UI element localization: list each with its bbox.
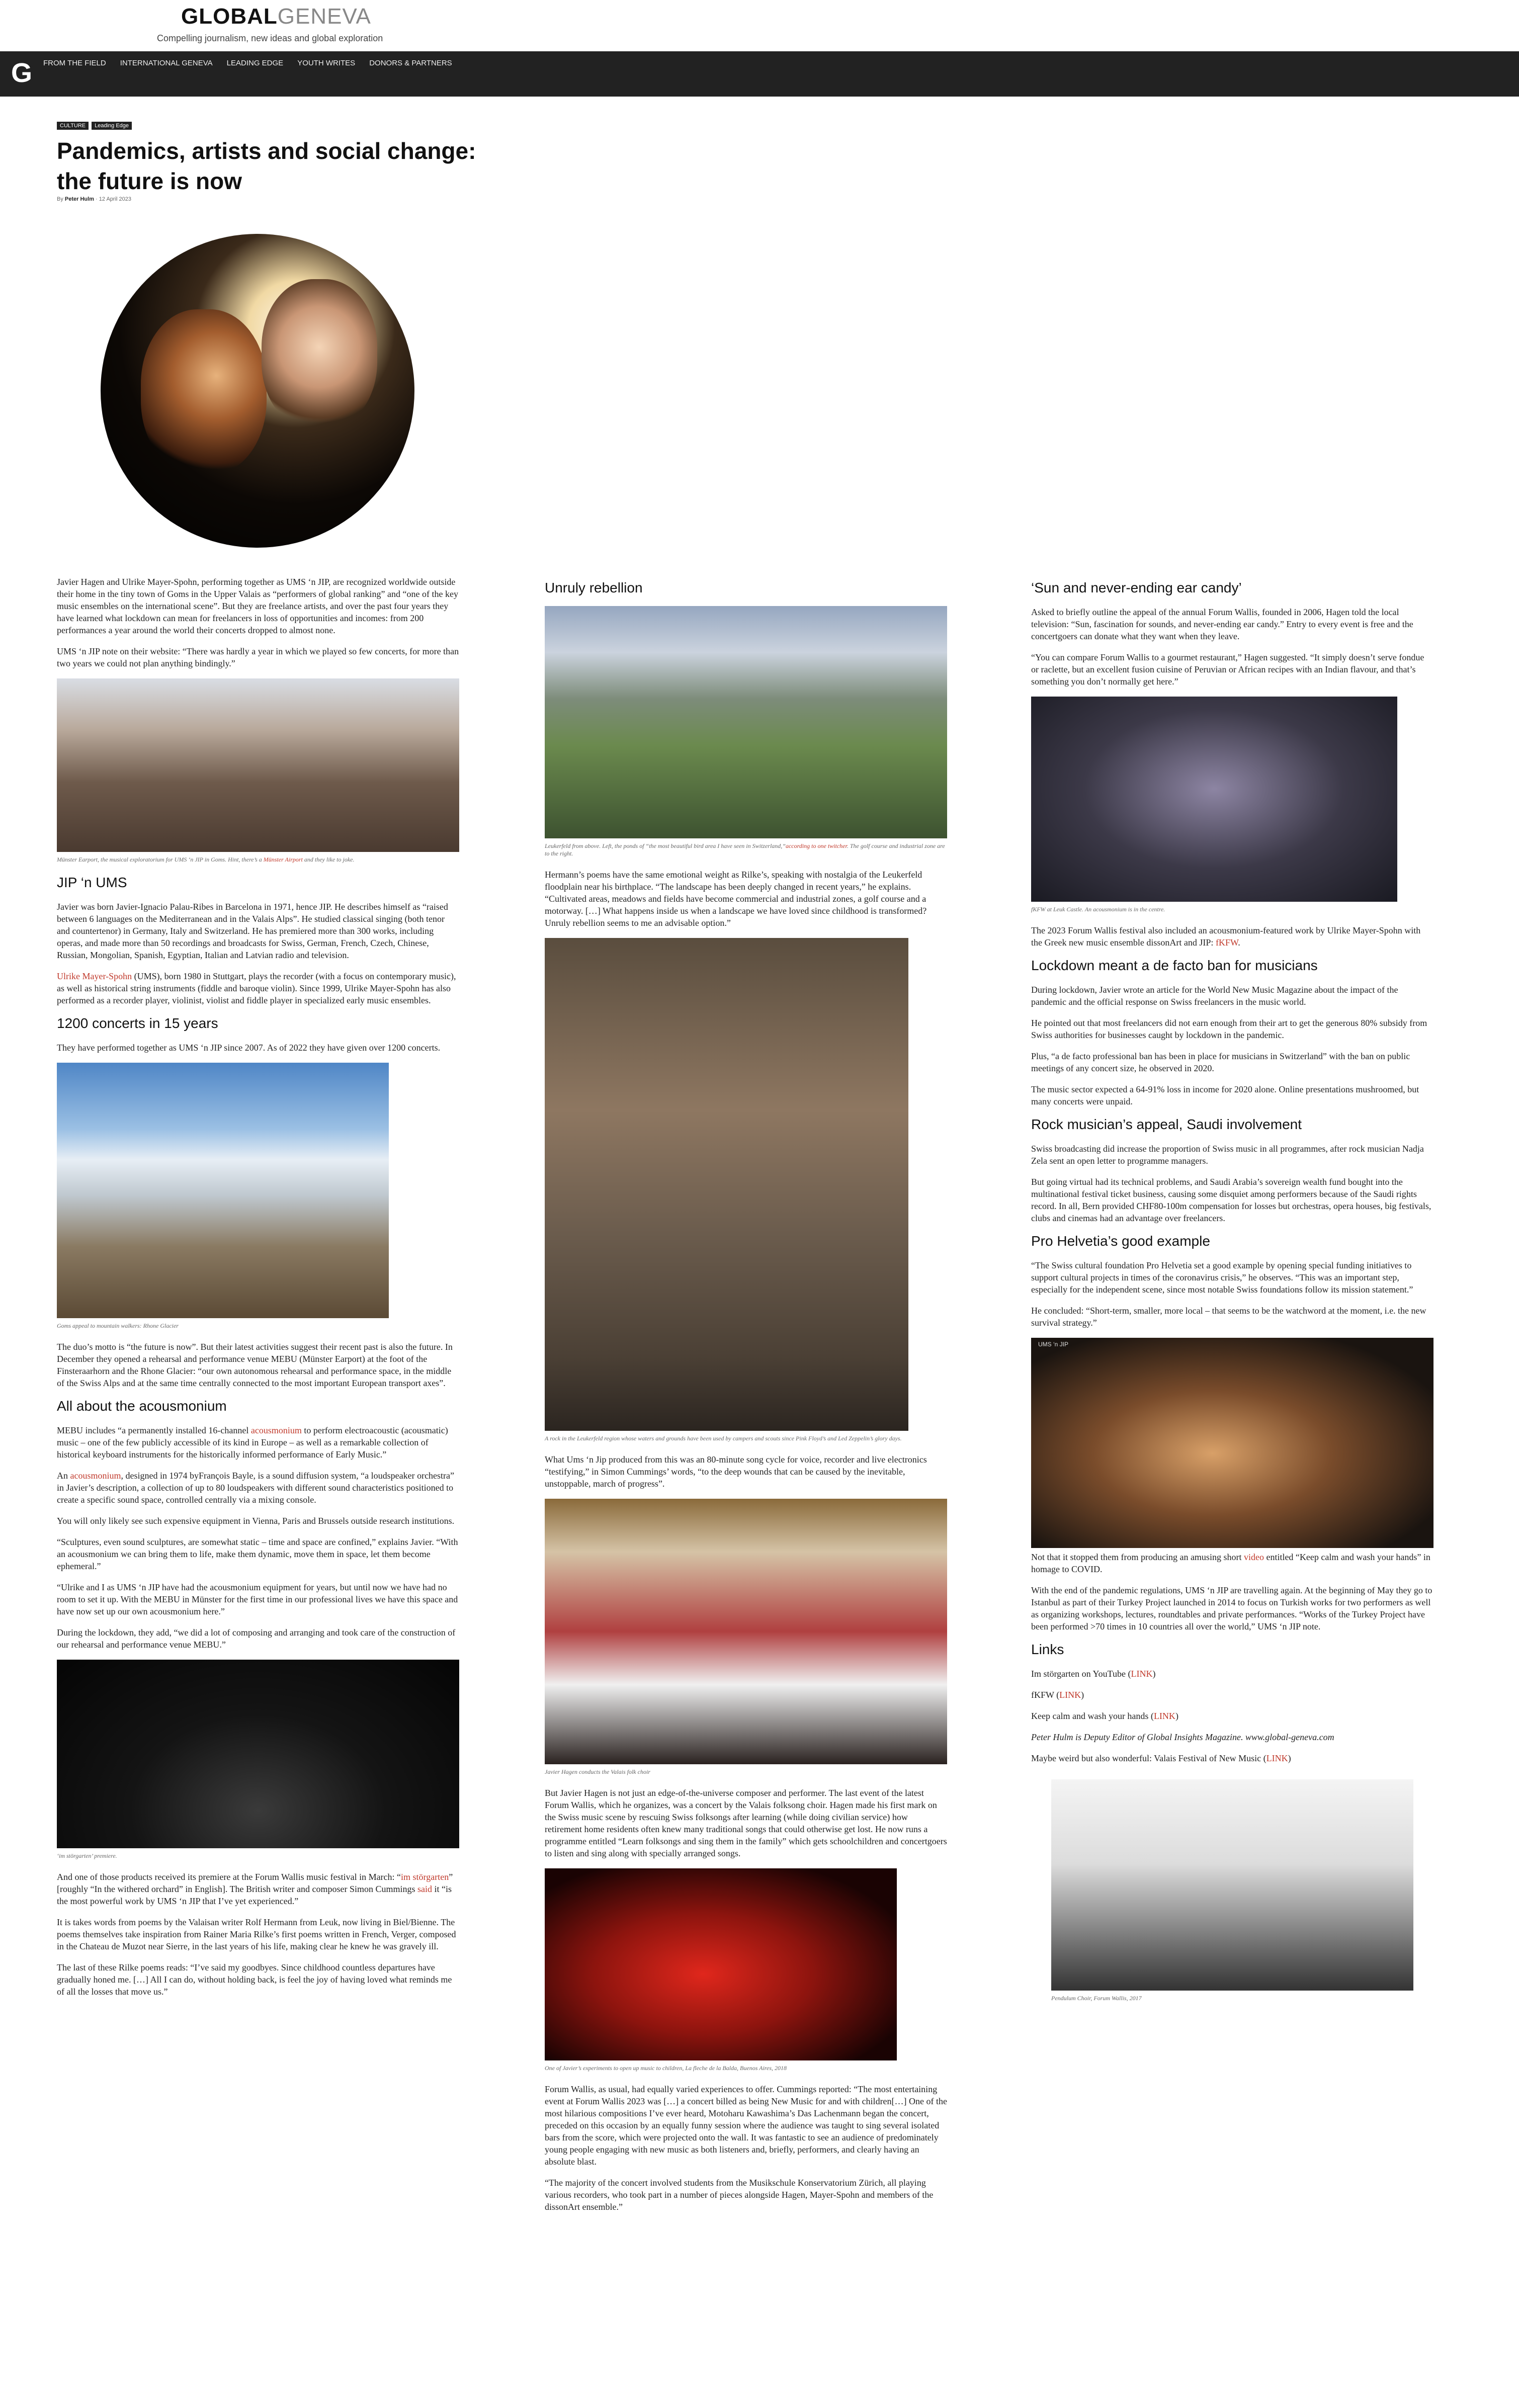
main-nav — [0, 51, 1519, 97]
children-performance-image — [545, 1868, 897, 2060]
paragraph — [57, 1871, 459, 1907]
paragraph: But Javier Hagen is not just an edge-of-the-universe composer and performer. The last event of the latest Forum Wallis, which he organizes, was a concert by the Valais folksong choir. Hagen made his first mark on the Swiss music scene by rescuing Swiss folksongs after learning (while doing civilian service) how retirement home residents often knew many traditional songs that could otherwise get lost. He now runs a programme entitled “Learn folksongs and sing them in the family” which gets schoolchildren and concertgoers to listen and sing along with specially arranged songs. — [545, 1788, 947, 1858]
article-title: Pandemics, artists and social change: the future is now — [57, 138, 476, 194]
site-header — [0, 0, 1519, 50]
im-storgarten-image — [57, 1660, 459, 1848]
paragraph — [1031, 1551, 1433, 1575]
paragraph — [57, 1424, 459, 1460]
paragraph: “You can compare Forum Wallis to a gourmet restaurant,” Hagen suggested. “It simply doesn’t serve fondue or raclette, but an excellent fusion cuisine of Peruvian or African recipes with an Indian flavour, and that’s something you don’t normally get here.” — [1031, 652, 1424, 686]
site-logo[interactable] — [181, 4, 371, 29]
paragraph-text: Not that it stopped them from producing an amusing short — [1031, 1552, 1244, 1562]
paragraph — [1031, 924, 1433, 949]
said-link[interactable]: said — [417, 1884, 433, 1894]
pendulum-choir-image — [1051, 1779, 1413, 1991]
paragraph: “Ulrike and I as UMS ‘n JIP have had the acousmonium equipment for years, but until now we have had no room to set it up. With the MEBU in Münster for the first time in our professional lives we have this space and have now set up our own acousmonium here.” — [57, 1582, 458, 1616]
paragraph: Forum Wallis, as usual, had equally varied experiences to offer. Cummings reported: “The most entertaining event at Forum Wallis 2023 was […] a concert billed as being New Music for and with children[…] One of the most hilarious compositions I’ve ever heard, Motoharu Kawashima’s Das Lachenmann began the concert, preceded on this occasion by an equally funny session where the audience was taught to sing several isolated bars from the score, which were projected onto the wall. It was fantastic to see an audience of predominately young people engaging with new music as both listeners and, briefly, performers, and clearly having an absolute blast. — [545, 2084, 948, 2167]
site-tagline: Compelling journalism, new ideas and global exploration — [157, 33, 383, 43]
im-storgarten-link[interactable]: im störgarten — [401, 1872, 449, 1882]
image-caption: Pendulum Choir, Forum Wallis, 2017 — [1051, 1995, 1142, 2002]
link-line — [1031, 1752, 1433, 1764]
paragraph: The music sector expected a 64-91% loss in income for 2020 alone. Online presentations mushroomed, but many concerts were unpaid. — [1031, 1084, 1419, 1106]
g-logo-icon[interactable]: G — [11, 58, 33, 88]
paragraph: Plus, “a de facto professional ban has been in place for musicians in Switzerland” with the ban on public meetings of any concert size, he observed in 2020. — [1031, 1051, 1410, 1073]
author-bio: Peter Hulm is Deputy Editor of Global Insights Magazine. www.global-geneva.com — [1031, 1732, 1334, 1742]
image-caption: A rock in the Leukerfeld region whose waters and grounds have been used by campers and scouts since Pink Floyd’s and Led Zeppelin’s glory days. — [545, 1435, 902, 1442]
folk-choir-image — [545, 1499, 947, 1764]
paragraph: “Sculptures, even sound sculptures, are somewhat static – time and space are confined,” explains Javier. “With an acousmonium we can bring them to life, make them dynamic, move them in space, let them become ephemeral.” — [57, 1537, 458, 1571]
article-column-3 — [1031, 576, 1433, 2013]
caption-text: . The golf course and industrial zone are to the right. — [545, 842, 945, 857]
paragraph: They have performed together as UMS ‘n JIP since 2007. As of 2022 they have given over 1200 concerts. — [57, 1043, 441, 1053]
keep-calm-link[interactable]: LINK — [1153, 1711, 1175, 1721]
image-caption: fKFW at Leuk Castle. An acousmonium is in the centre. — [1031, 906, 1165, 913]
rhone-glacier-image — [57, 1063, 389, 1318]
section-heading: Unruly rebellion — [545, 580, 643, 595]
leukerfeld-image — [545, 606, 947, 838]
nav-item-leading-edge[interactable]: LEADING EDGE — [226, 58, 284, 67]
byline-author[interactable]: Peter Hulm — [64, 196, 94, 202]
article-column-1 — [57, 576, 459, 2007]
hero-image — [101, 234, 414, 548]
image-caption: Goms appeal to mountain walkers: Rhone Glacier — [57, 1322, 179, 1329]
paragraph: He concluded: “Short-term, smaller, more local – that seems to be the watchword at the moment, i.e. the new survival strategy.” — [1031, 1306, 1426, 1328]
fkfw-link[interactable]: LINK — [1059, 1690, 1081, 1700]
caption-text: and they like to joke. — [302, 856, 355, 863]
image-caption — [545, 842, 947, 857]
section-heading: ‘Sun and never-ending ear candy’ — [1031, 580, 1242, 595]
acousmonium-link[interactable]: acousmonium — [70, 1471, 121, 1481]
caption-text: Münster Earport, the musical exploratorium for UMS ‘n JIP in Goms. Hint, there’s a — [57, 856, 264, 863]
link-line — [1031, 1668, 1433, 1680]
caption-text: Leukerfeld from above. Left, the ponds of “the most beautiful bird area I have seen in Switzerland,” — [545, 842, 786, 849]
youtube-link[interactable]: LINK — [1131, 1669, 1153, 1679]
paragraph: With the end of the pandemic regulations, UMS ‘n JIP are travelling again. At the beginning of May they go to Istanbul as part of their Turkey Project launched in 2014 to focus on Turkish works for two performers as well as organizing workshops, lectures, roundtables and private performances. “Works of the Turkey Project have been performed >70 times in 10 countries all over the world,” UMS ‘n JIP note. — [1031, 1585, 1432, 1631]
valais-festival-link[interactable]: LINK — [1266, 1753, 1288, 1763]
paragraph-text: (UMS), born 1980 in Stuttgart, plays the recorder (with a focus on contemporary music), as well as historical string instruments (fiddle and baroque violin). Since 1999, Ulrike Mayer-Spohn has also performed as a recorder player, violinist, violist and fiddle player in specialized early music ensembles. — [57, 971, 456, 1005]
ulrike-link[interactable]: Ulrike Mayer-Spohn — [57, 971, 132, 981]
video-overlay-label: UMS ‘n JIP — [1038, 1341, 1069, 1348]
paragraph-text: An — [57, 1471, 70, 1481]
paragraph-text: And one of those products received its premiere at the Forum Wallis music festival in March: “ — [57, 1872, 401, 1882]
logo-bold: GLOBAL — [181, 4, 278, 29]
paragraph: You will only likely see such expensive equipment in Vienna, Paris and Brussels outside research institutions. — [57, 1516, 455, 1526]
section-heading: Lockdown meant a de facto ban for musicians — [1031, 958, 1318, 973]
image-caption: ‘im störgarten’ premiere. — [57, 1852, 117, 1859]
paragraph — [57, 1470, 459, 1506]
paragraph: Swiss broadcasting did increase the proportion of Swiss music in all programmes, after rock musician Nadja Zela sent an open letter to programme managers. — [1031, 1144, 1424, 1166]
link-line — [1031, 1689, 1433, 1701]
paragraph-text: to perform electroacoustic (acousmatic) music – one of the few publicly accessible of its kind in Europe – as well as a remarkable collection of historical keyboard instruments for the historically informed performance of Early Music.” — [57, 1425, 448, 1459]
paragraph: Javier Hagen and Ulrike Mayer-Spohn, performing together as UMS ‘n JIP, are recognized worldwide outside their home in the tiny town of Goms in the Upper Valais as “performers of global ranking” and “one of the key music ensembles on the international scene”. But they are freelance artists, and over the past four years they have learned what lockdown can mean for freelancers in loss of opportunities and incomes: from 200 performances a year around the world their concerts dropped to almost none. — [57, 577, 458, 635]
acousmonium-link[interactable]: acousmonium — [250, 1425, 302, 1435]
link-line-text: ) — [1081, 1690, 1084, 1700]
paragraph: It is takes words from poems by the Valaisan writer Rolf Hermann from Leuk, now living in Biel/Bienne. The poems themselves take inspiration from Rainer Maria Rilke’s first poems written in French, Verger, composed in the Chateau de Muzot near Sierre, in the last years of his life, making clear he knew he was gravely ill. — [57, 1917, 456, 1951]
fkfw-link[interactable]: fKFW — [1215, 937, 1238, 948]
paragraph: During lockdown, Javier wrote an article for the World New Music Magazine about the impact of the pandemic and the official response on Swiss freelancers in the music world. — [1031, 985, 1398, 1007]
paragraph-text: it “is the most powerful work by UMS ‘n JIP that I’ve yet experienced.” — [57, 1884, 452, 1906]
link-line-text: Keep calm and wash your hands ( — [1031, 1711, 1154, 1721]
logo-light: GENEVA — [277, 4, 371, 29]
nav-item-from-the-field[interactable]: FROM THE FIELD — [43, 58, 106, 67]
section-heading: All about the acousmonium — [57, 1398, 227, 1414]
munster-earport-image — [57, 678, 459, 852]
image-caption: Javier Hagen conducts the Valais folk choir — [545, 1768, 650, 1775]
link-line-text: fKFW ( — [1031, 1690, 1060, 1700]
nav-item-youth-writes[interactable]: YOUTH WRITES — [297, 58, 356, 67]
paragraph: Hermann’s poems have the same emotional weight as Rilke’s, speaking with nostalgia of the Leukerfeld floodplain near his birthplace. “The landscape has been deeply changed in recent years,” he explains. “Cultivated areas, meadows and fields have become commercial and industrial zones, a golf course and a motorway. […] What happens inside us when a landscape we have loved since childhood is transformed? Unruly rebellion seems to me an advisable option.” — [545, 870, 927, 928]
paragraph: The duo’s motto is “the future is now”. But their latest activities suggest their recent past is also the future. In December they opened a rehearsal and performance venue MEBU (Münster Earport) at the foot of the Finsteraarhorn and the Rhone Glacier: “our own autonomous rehearsal and performance space, in the middle of the Swiss Alps and at the same time centrally connected to the most important European transport axes”. — [57, 1342, 453, 1388]
paragraph: During the lockdown, they add, “we did a lot of composing and arranging and took care of the construction of our rehearsal and performance venue MEBU.” — [57, 1627, 456, 1650]
leuk-castle-concert-image — [1031, 697, 1397, 902]
paragraph: UMS ‘n JIP note on their website: “There was hardly a year in which we played so few concerts, for more than two years we could not plan anything bindingly.” — [57, 646, 459, 668]
paragraph-text: ” [roughly “In the withered orchard” in English]. The British writer and composer Simon Cummings — [57, 1872, 453, 1894]
paragraph: “The majority of the concert involved students from the Musikschule Konservatorium Zürich, all playing various recorders, who took part in a number of pieces alongside Hagen, Mayer-Spohn and members of the dissonArt ensemble.” — [545, 2178, 934, 2212]
link-line-text: ) — [1288, 1753, 1291, 1763]
image-caption — [57, 856, 459, 864]
paragraph — [57, 970, 459, 1006]
paragraph-text: , designed in 1974 byFrançois Bayle, is a sound diffusion system, “a loudspeaker orchestra” in Javier’s description, a collection of up to 80 loudspeakers with different sound characteristics positioned to create a specific sound space, controlled centrally via a mixing console. — [57, 1471, 455, 1505]
byline-by: By — [57, 196, 63, 202]
video-link[interactable]: video — [1243, 1552, 1264, 1562]
section-heading: Rock musician’s appeal, Saudi involvement — [1031, 1116, 1302, 1132]
nav-item-donors-partners[interactable]: DONORS & PARTNERS — [369, 58, 452, 67]
paragraph: Asked to briefly outline the appeal of the annual Forum Wallis, founded in 2006, Hagen told the local television: “Sun, fascination for sounds, and never-ending ear candy.” Entry to every event is free and the concertgoers can donate what they want when they leave. — [1031, 607, 1413, 641]
paragraph-text: entitled “Keep calm and wash your hands” in homage to COVID. — [1031, 1552, 1430, 1574]
section-heading: Links — [1031, 1642, 1064, 1657]
paragraph-text: . — [1238, 937, 1240, 948]
byline-date: 12 April 2023 — [99, 196, 131, 202]
article-column-2 — [545, 576, 947, 2222]
section-heading: Pro Helvetia’s good example — [1031, 1233, 1210, 1249]
twitcher-link[interactable]: according to one twitcher — [785, 842, 847, 849]
section-heading: 1200 concerts in 15 years — [57, 1015, 218, 1031]
keep-calm-video-image[interactable] — [1031, 1338, 1433, 1548]
tag-culture[interactable]: CULTURE — [57, 122, 89, 130]
paragraph: But going virtual had its technical problems, and Saudi Arabia’s sovereign wealth fund bought into the multinational festival ticket business, causing some disquiet among performers because of the Saudi rights record. In all, Bern provided CHF80-100m compensation for losses but orchestras, opera houses, big festivals, clubs and cinemas had an advantage over freelancers. — [1031, 1177, 1431, 1223]
paragraph: “The Swiss cultural foundation Pro Helvetia set a good example by opening special funding initiatives to support cultural projects in times of the coronavirus crisis,” he observes. “This was an important step, especially for the independent scene, since most notable Swiss foundations follow its mission statement.” — [1031, 1260, 1413, 1295]
paragraph-text: The 2023 Forum Wallis festival also included an acousmonium-featured work by Ulrike Mayer-Spohn with the Greek new music ensemble dissonArt and JIP: — [1031, 925, 1421, 948]
tag-leading-edge[interactable]: Leading Edge — [92, 122, 132, 130]
paragraph: The last of these Rilke poems reads: “I’ve said my goodbyes. Since childhood countless departures have gradually honed me. […] All I can do, without holding back, is feel the joy of having loved what reminds me of all the losses that move us.” — [57, 1962, 452, 1997]
munster-airport-link[interactable]: Münster Airport — [263, 856, 303, 863]
paragraph: He pointed out that most freelancers did not earn enough from their art to get the generous 80% subsidy from Swiss authorities for businesses caught by lockdown in the pandemic. — [1031, 1018, 1427, 1040]
section-heading: JIP ‘n UMS — [57, 875, 127, 890]
nav-item-international-geneva[interactable]: INTERNATIONAL GENEVA — [120, 58, 213, 67]
paragraph: Javier was born Javier-Ignacio Palau-Ribes in Barcelona in 1971, hence JIP. He describes himself as “raised between 6 languages on the Mediterranean and in the Valais Alps”. He studied classical singing (both tenor and countertenor) in Germany, Italy and Switzerland. He has premiered more than 300 works, including operas, and made more than 50 recordings and broadcasts for Swiss, German, French, Czech, Chinese, Russian, Mongolian, Spanish, Egyptian, Italian and Latvian radio and television. — [57, 902, 448, 960]
category-tags — [57, 122, 135, 130]
link-line-text: Im störgarten on YouTube ( — [1031, 1669, 1131, 1679]
graffiti-rock-image — [545, 938, 908, 1431]
image-caption: One of Javier’s experiments to open up music to children, La fleche de la Balda, Buenos Aires, 2018 — [545, 2065, 787, 2072]
paragraph: What Ums ‘n Jip produced from this was an 80-minute song cycle for voice, recorder and live electronics “testifying,” in Simon Cummings’ words, “to the deep wounds that can be caused by the inevitable, unstoppable, march of progress”. — [545, 1454, 927, 1489]
link-line-text: ) — [1152, 1669, 1156, 1679]
link-line-text: Maybe weird but also wonderful: Valais Festival of New Music ( — [1031, 1753, 1267, 1763]
paragraph-text: MEBU includes “a permanently installed 16-channel — [57, 1425, 251, 1435]
link-line-text: ) — [1175, 1711, 1178, 1721]
link-line — [1031, 1710, 1433, 1722]
byline: By Peter Hulm · 12 April 2023 — [57, 196, 131, 202]
